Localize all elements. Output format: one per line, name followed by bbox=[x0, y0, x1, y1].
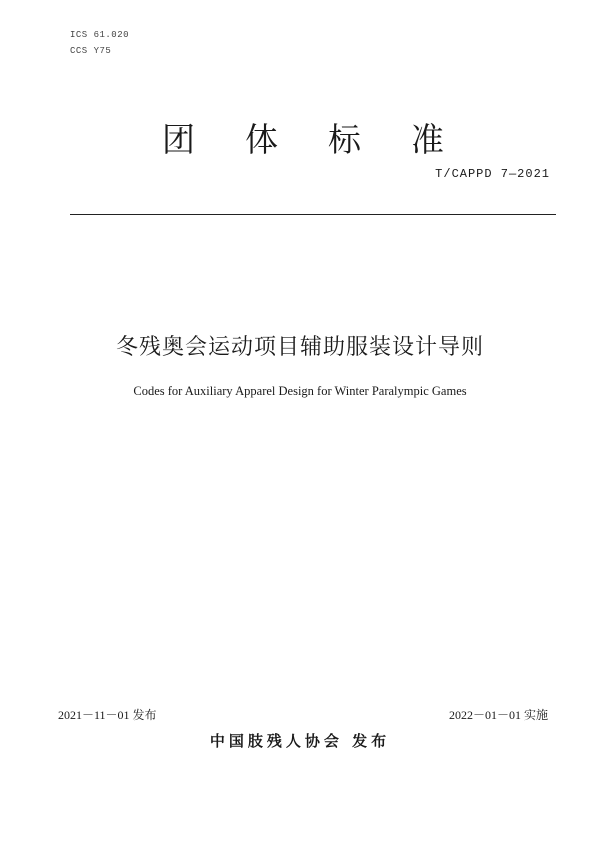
issue-date: 2021－11－01 发布 bbox=[58, 708, 157, 722]
standard-type-heading: 团体标准 bbox=[162, 120, 494, 159]
title-english: Codes for Auxiliary Apparel Design for Winter Paralympic Games bbox=[133, 384, 467, 398]
header-divider bbox=[70, 214, 556, 215]
ccs-code: CCS Y75 bbox=[70, 46, 112, 56]
ics-code: ICS 61.020 bbox=[70, 30, 130, 40]
publisher: 中国肢残人协会 发布 bbox=[209, 732, 391, 750]
title-chinese: 冬残奥会运动项目辅助服装设计导则 bbox=[115, 335, 484, 360]
implementation-date: 2022－01－01 实施 bbox=[448, 708, 548, 722]
standard-number: T/CAPPD 7—2021 bbox=[435, 167, 550, 181]
